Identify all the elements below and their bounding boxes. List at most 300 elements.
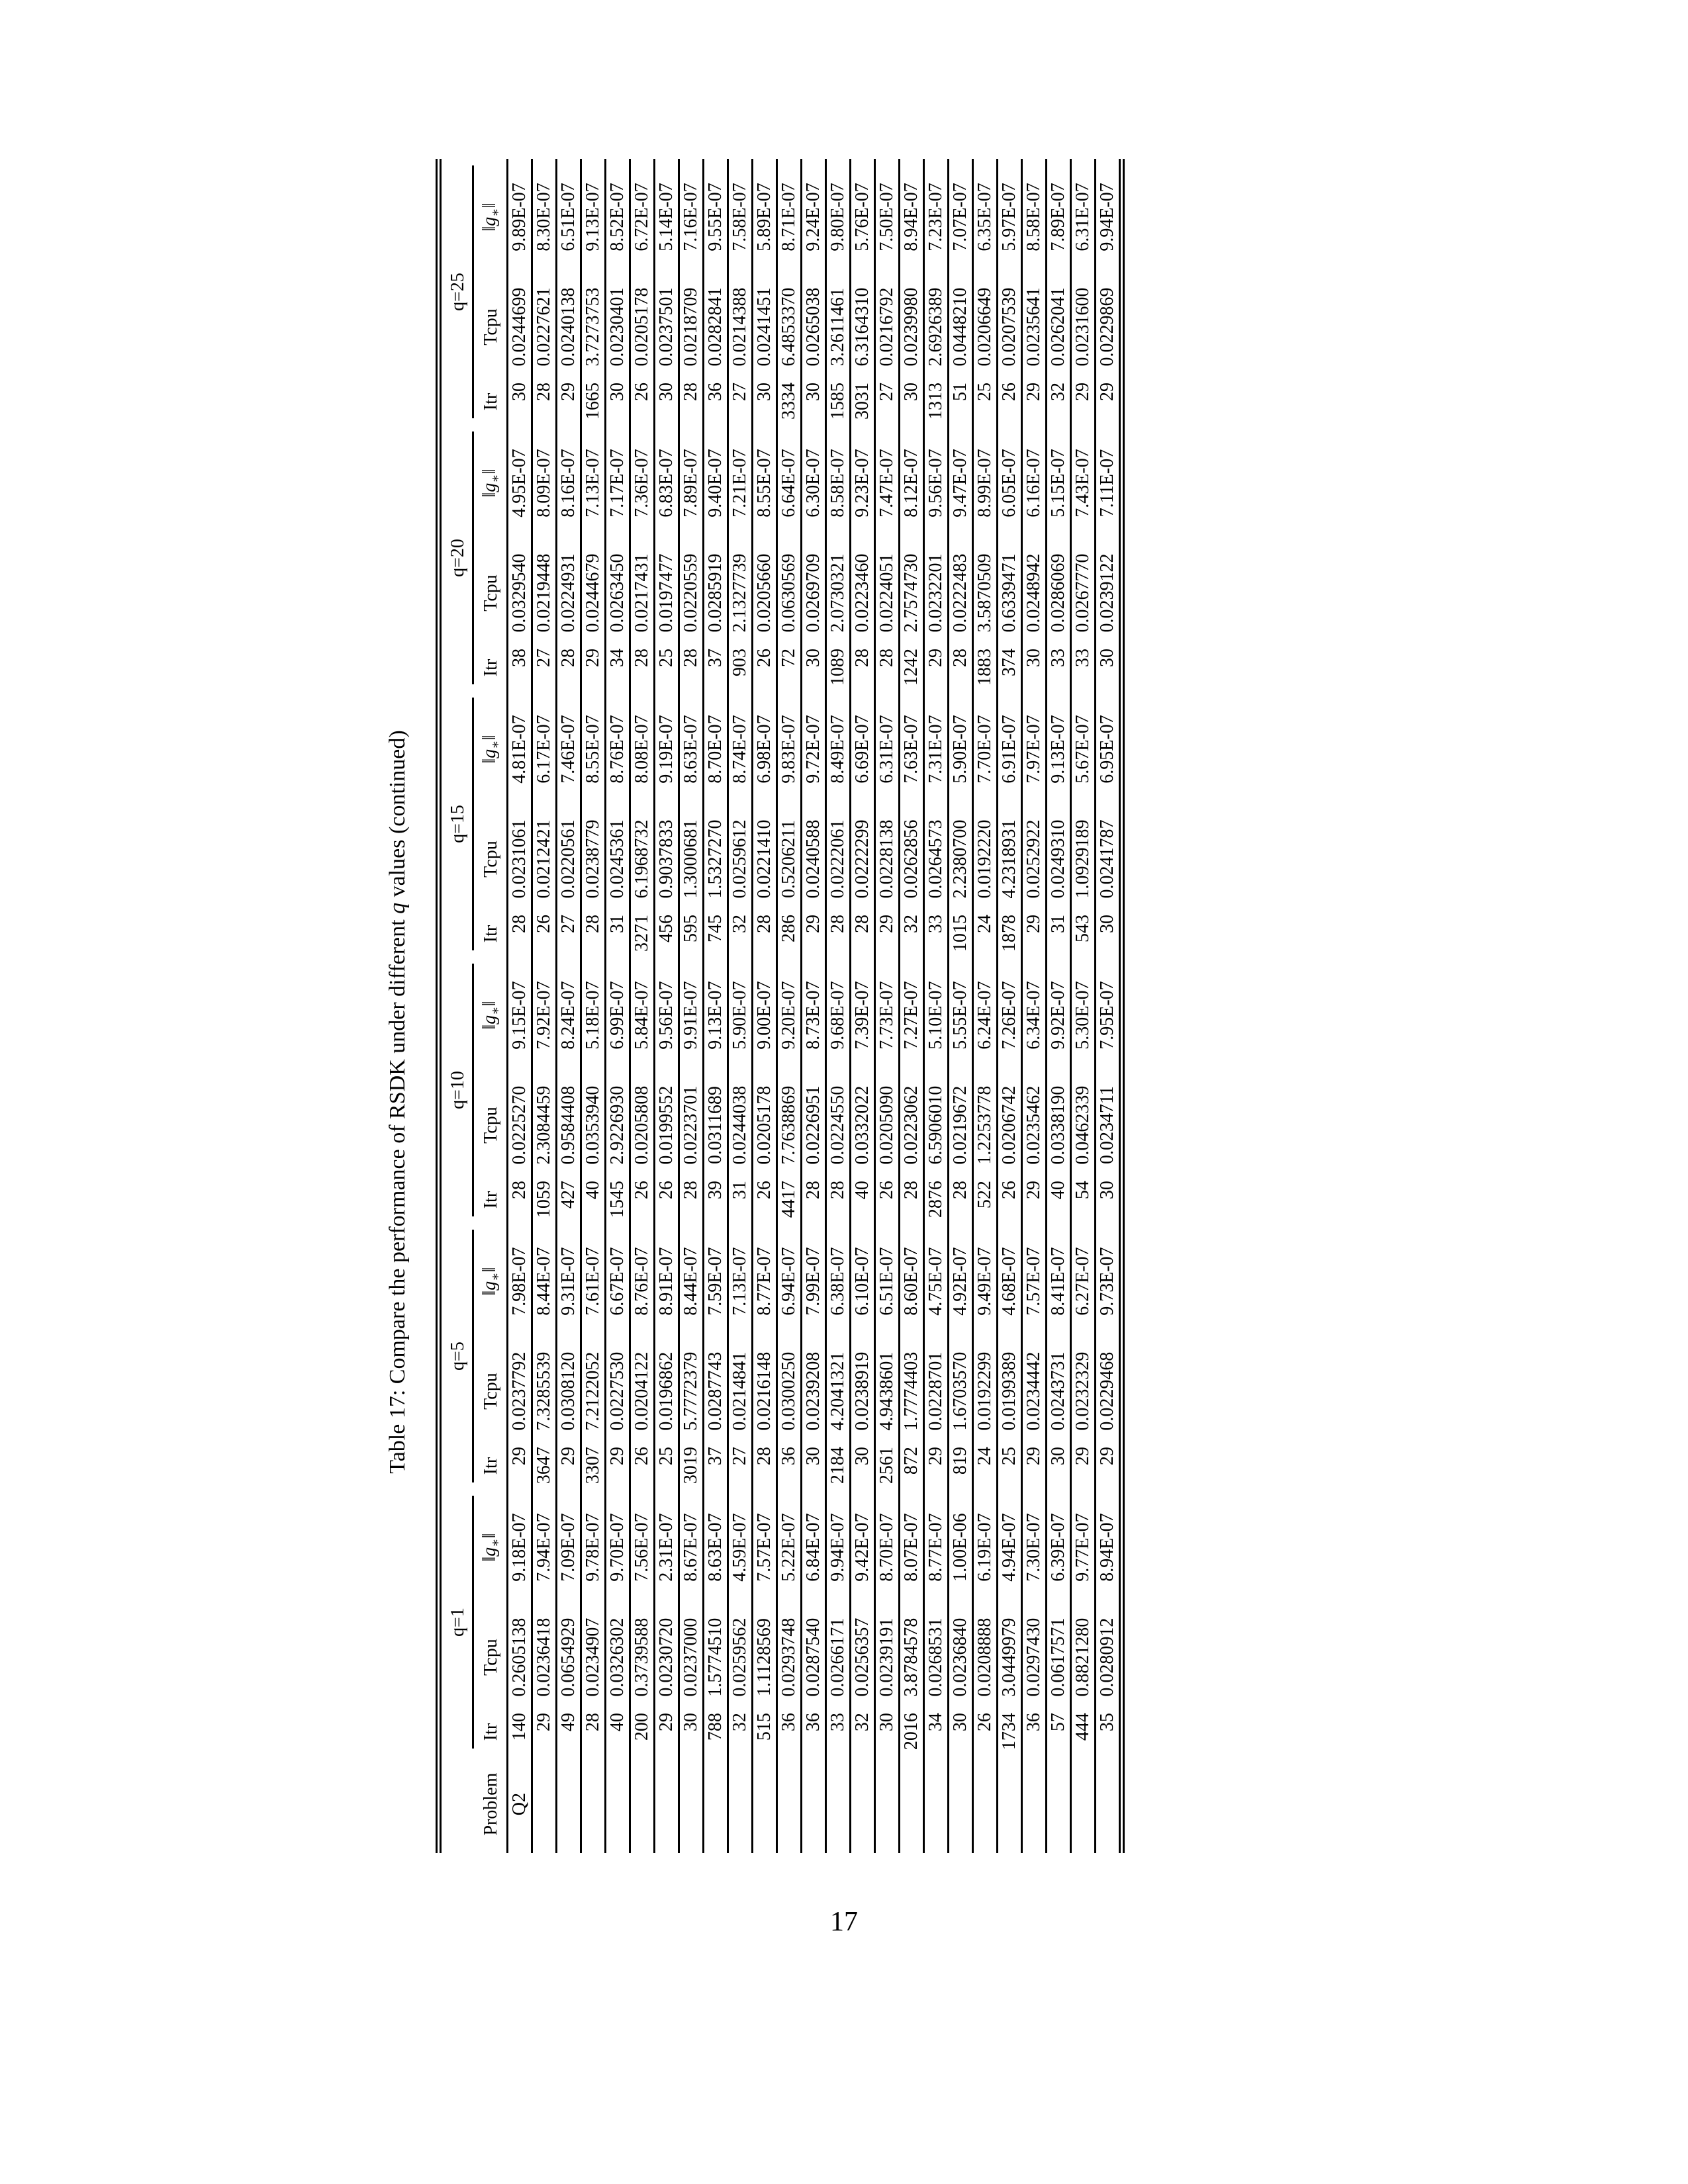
tcpu-cell: 0.0239191: [875, 1606, 900, 1709]
table-row: [581, 159, 606, 1853]
itr-cell: 1242: [900, 645, 924, 691]
gnorm-cell: 9.83E-07: [777, 691, 802, 807]
tcpu-cell: 0.0224550: [826, 1073, 851, 1177]
table-row: [998, 159, 1022, 1853]
table-row: [606, 159, 630, 1853]
caption-suffix: values (continued): [385, 730, 410, 903]
gnorm-cell: 8.44E-07: [679, 1223, 704, 1340]
gnorm-cell: 9.42E-07: [851, 1489, 875, 1606]
tcpu-cell: 0.0236840: [949, 1606, 973, 1709]
rotated-table-block: [384, 159, 1192, 1853]
tcpu-cell: 0.0229869: [1097, 287, 1117, 367]
tcpu-cell: 0.0232201: [924, 541, 949, 645]
tcpu-cell: 0.0448210: [949, 275, 973, 379]
gnorm-cell: 2.31E-07: [655, 1489, 679, 1606]
itr-cell: 33: [924, 911, 949, 957]
gnorm-cell: 8.77E-07: [924, 1489, 949, 1606]
tcpu-cell: 0.5206211: [777, 807, 802, 911]
gnorm-cell: 8.07E-07: [900, 1489, 924, 1606]
tcpu-cell: 1.2253778: [973, 1073, 998, 1177]
gnorm-cell: 9.13E-07: [704, 957, 728, 1073]
tcpu-cell: 2.3084459: [532, 1073, 557, 1177]
problem-cell: [606, 1755, 630, 1853]
tcpu-cell: 0.0208888: [973, 1606, 998, 1709]
tcpu-cell: 0.0262041: [1047, 275, 1071, 379]
gradient-norm-symbol: $‖g_∗‖$: [479, 1267, 503, 1296]
itr-cell: 28: [581, 911, 606, 957]
tcpu-cell: 0.0240138: [557, 275, 581, 379]
tcpu-cell: 2.7574730: [900, 541, 924, 645]
gnorm-cell: 9.73E-07: [1097, 1247, 1117, 1316]
tcpu-cell: 0.0219672: [949, 1073, 973, 1177]
problem-cell: [875, 1755, 900, 1853]
itr-cell: 29: [557, 379, 581, 425]
itr-cell: 40: [1047, 1177, 1071, 1223]
gnorm-cell: 4.94E-07: [998, 1489, 1022, 1606]
gnorm-cell: 6.05E-07: [998, 425, 1022, 541]
tcpu-cell: 6.3164310: [851, 275, 875, 379]
itr-cell: 28: [753, 1443, 777, 1489]
tcpu-cell: 0.0199389: [998, 1340, 1022, 1443]
tcpu-cell: 0.0297430: [1022, 1606, 1047, 1709]
tcpu-cell: 0.0234442: [1022, 1340, 1047, 1443]
gnorm-cell: 7.61E-07: [581, 1223, 606, 1340]
gnorm-cell: 9.94E-07: [1097, 183, 1117, 251]
gnorm-cell: 8.58E-07: [1022, 159, 1047, 275]
tcpu-cell: 0.0228701: [924, 1340, 949, 1443]
itr-cell: 26: [875, 1177, 900, 1223]
itr-cell: 26: [973, 1709, 998, 1755]
table-row: [900, 159, 924, 1853]
gnorm-column-header-q3: [476, 957, 508, 1073]
itr-cell: 29: [1022, 1177, 1047, 1223]
tcpu-column-header-q6: Tcpu: [476, 275, 508, 379]
itr-cell: 28: [851, 911, 875, 957]
itr-cell: 745: [704, 911, 728, 957]
itr-cell: 32: [851, 1709, 875, 1755]
itr-cell: 2876: [924, 1177, 949, 1223]
problem-cell: Q2: [508, 1755, 532, 1853]
gnorm-column-header-q5: [476, 425, 508, 541]
itr-cell: 54: [1071, 1177, 1096, 1223]
table-row: [557, 159, 581, 1853]
itr-cell: 1734: [998, 1709, 1022, 1755]
itr-cell: 33: [1047, 645, 1071, 691]
tcpu-cell: 0.0231600: [1071, 275, 1096, 379]
itr-cell: 32: [1047, 379, 1071, 425]
table-row: [753, 159, 777, 1853]
gnorm-column-header-q2: [476, 1223, 508, 1340]
gnorm-cell: 6.72E-07: [630, 159, 655, 275]
gnorm-cell: 7.99E-07: [802, 1223, 826, 1340]
tcpu-cell: 0.0265038: [802, 275, 826, 379]
itr-cell: 30: [1022, 645, 1047, 691]
tcpu-cell: 0.0234711: [1097, 1086, 1117, 1165]
itr-cell: 515: [753, 1709, 777, 1755]
itr-cell: 26: [753, 645, 777, 691]
tcpu-cell: 0.0285919: [704, 541, 728, 645]
itr-cell: 3647: [532, 1443, 557, 1489]
gnorm-cell: 6.95E-07: [1097, 715, 1117, 784]
tcpu-cell: 0.0241787: [1097, 819, 1117, 899]
tcpu-cell: 0.0241451: [753, 275, 777, 379]
gnorm-cell: 7.94E-07: [532, 1489, 557, 1606]
itr-cell: 25: [973, 379, 998, 425]
gnorm-cell: 9.56E-07: [655, 957, 679, 1073]
problem-column-header: Problem: [476, 1755, 508, 1853]
q-group-header-5: q=20: [439, 425, 477, 691]
tcpu-cell: 2.9226930: [606, 1073, 630, 1177]
tcpu-cell: 2.1327739: [728, 541, 753, 645]
tcpu-cell: 0.0326302: [606, 1606, 630, 1709]
itr-cell: 28: [753, 911, 777, 957]
tcpu-cell: 0.0204122: [630, 1340, 655, 1443]
tcpu-column-header-q2: Tcpu: [476, 1340, 508, 1443]
gnorm-cell: 9.20E-07: [777, 957, 802, 1073]
itr-cell: 1015: [949, 911, 973, 957]
page-number: 17: [830, 1907, 858, 1937]
tcpu-cell: 0.0286069: [1047, 541, 1071, 645]
gnorm-cell: 8.12E-07: [900, 425, 924, 541]
itr-cell: 3019: [679, 1443, 704, 1489]
tcpu-cell: 0.0332022: [851, 1073, 875, 1177]
itr-cell: 36: [777, 1443, 802, 1489]
gnorm-cell: 7.63E-07: [900, 691, 924, 807]
table-row: [949, 159, 973, 1853]
tcpu-cell: 0.0236418: [532, 1606, 557, 1709]
gnorm-cell: 5.90E-07: [949, 691, 973, 807]
gnorm-cell: 7.26E-07: [998, 957, 1022, 1073]
itr-cell: 24: [973, 1443, 998, 1489]
itr-cell: 286: [777, 911, 802, 957]
problem-cell: [973, 1755, 998, 1853]
table-row: [802, 159, 826, 1853]
problem-cell: [998, 1755, 1022, 1853]
tcpu-cell: 1.5327270: [704, 807, 728, 911]
gnorm-cell: 6.31E-07: [875, 691, 900, 807]
gnorm-cell: 8.91E-07: [655, 1223, 679, 1340]
gnorm-cell: 4.59E-07: [728, 1489, 753, 1606]
itr-cell: 28: [949, 1177, 973, 1223]
itr-cell: 30: [508, 379, 532, 425]
itr-cell: 1089: [826, 645, 851, 691]
table-row: [679, 159, 704, 1853]
itr-cell: 27: [875, 379, 900, 425]
itr-cell: 3271: [630, 911, 655, 957]
gnorm-cell: 9.23E-07: [851, 425, 875, 541]
gnorm-cell: 8.63E-07: [704, 1489, 728, 1606]
tcpu-cell: 3.8784578: [900, 1606, 924, 1709]
itr-cell: 36: [802, 1709, 826, 1755]
gnorm-cell: 4.81E-07: [508, 691, 532, 807]
itr-cell: 29: [655, 1709, 679, 1755]
gnorm-cell: 8.60E-07: [900, 1223, 924, 1340]
gnorm-cell: 6.84E-07: [802, 1489, 826, 1606]
gnorm-cell: 4.68E-07: [998, 1223, 1022, 1340]
tcpu-cell: 0.0239122: [1097, 553, 1117, 633]
gnorm-cell: 7.59E-07: [704, 1223, 728, 1340]
tcpu-cell: 0.0217431: [630, 541, 655, 645]
tcpu-cell: 0.0262856: [900, 807, 924, 911]
problem-cell: [630, 1755, 655, 1853]
problem-cell: [1047, 1755, 1071, 1853]
q-group-header-row: [439, 159, 477, 1853]
tcpu-cell: 0.0293748: [777, 1606, 802, 1709]
itr-cell: 29: [1022, 379, 1047, 425]
problem-cell: [753, 1755, 777, 1853]
gnorm-cell: 8.63E-07: [679, 691, 704, 807]
gnorm-cell: 8.16E-07: [557, 425, 581, 541]
gnorm-cell: 7.07E-07: [949, 159, 973, 275]
itr-cell: 29: [1097, 382, 1117, 401]
gnorm-cell: 9.31E-07: [557, 1223, 581, 1340]
gnorm-cell: 8.77E-07: [753, 1223, 777, 1340]
tcpu-cell: 0.0244038: [728, 1073, 753, 1177]
itr-cell: 3334: [777, 379, 802, 425]
gnorm-cell: 6.94E-07: [777, 1223, 802, 1340]
problem-cell: [924, 1755, 949, 1853]
tcpu-cell: 1.0929189: [1071, 807, 1096, 911]
tcpu-cell: 0.0199552: [655, 1073, 679, 1177]
gnorm-cell: 4.95E-07: [508, 425, 532, 541]
itr-cell: 4417: [777, 1177, 802, 1223]
itr-cell: 72: [777, 645, 802, 691]
itr-cell: 30: [1097, 915, 1117, 934]
tcpu-cell: 0.0267770: [1071, 541, 1096, 645]
tcpu-cell: 0.0238919: [851, 1340, 875, 1443]
gnorm-cell: 5.30E-07: [1071, 957, 1096, 1073]
itr-cell: 25: [655, 1443, 679, 1489]
gnorm-cell: 7.30E-07: [1022, 1489, 1047, 1606]
gnorm-column-header-q1: [476, 1489, 508, 1606]
tcpu-cell: 0.0654929: [557, 1606, 581, 1709]
gnorm-cell: 8.55E-07: [753, 425, 777, 541]
itr-cell: 51: [949, 379, 973, 425]
gnorm-cell: 4.92E-07: [949, 1223, 973, 1340]
gnorm-cell: 8.58E-07: [826, 425, 851, 541]
table-row: [973, 159, 998, 1853]
results-table: [436, 159, 1125, 1853]
gnorm-cell: 8.76E-07: [606, 691, 630, 807]
table-row: [508, 159, 532, 1853]
gnorm-cell: 6.10E-07: [851, 1223, 875, 1340]
itr-cell: 30: [1097, 1181, 1117, 1200]
tcpu-cell: 0.0216792: [875, 275, 900, 379]
gnorm-cell: 8.30E-07: [532, 159, 557, 275]
gnorm-cell: 9.92E-07: [1047, 957, 1071, 1073]
tcpu-cell: 0.0197477: [655, 541, 679, 645]
itr-cell: 35: [1097, 1713, 1117, 1732]
problem-cell: [679, 1755, 704, 1853]
gnorm-cell: 7.98E-07: [508, 1223, 532, 1340]
tcpu-cell: 0.0240588: [802, 807, 826, 911]
problem-cell: [728, 1755, 753, 1853]
gnorm-cell: 5.89E-07: [753, 159, 777, 275]
tcpu-cell: 2.0730321: [826, 541, 851, 645]
tcpu-cell: 0.0311689: [704, 1073, 728, 1177]
itr-cell: 30: [606, 379, 630, 425]
tcpu-cell: 0.0287743: [704, 1340, 728, 1443]
tcpu-cell: 0.0226951: [802, 1073, 826, 1177]
tcpu-cell: 0.0196862: [655, 1340, 679, 1443]
itr-column-header-q5: Itr: [476, 645, 508, 691]
table-row: [777, 159, 802, 1853]
gnorm-cell: 5.14E-07: [655, 159, 679, 275]
tcpu-cell: 0.0223062: [900, 1073, 924, 1177]
tcpu-cell: 0.0249310: [1047, 807, 1071, 911]
itr-cell: 29: [924, 645, 949, 691]
tcpu-cell: 0.0205178: [630, 275, 655, 379]
problem-cell: [802, 1755, 826, 1853]
table-caption: [384, 730, 412, 1473]
gnorm-cell: 7.70E-07: [973, 691, 998, 807]
gnorm-cell: 7.09E-07: [557, 1489, 581, 1606]
gnorm-cell: 9.00E-07: [753, 957, 777, 1073]
gnorm-cell: 9.89E-07: [508, 159, 532, 275]
tcpu-cell: 1.6703570: [949, 1340, 973, 1443]
tcpu-cell: 4.2318931: [998, 807, 1022, 911]
gnorm-cell: 9.15E-07: [508, 957, 532, 1073]
gnorm-cell: 9.56E-07: [924, 425, 949, 541]
tcpu-cell: 0.0192220: [973, 807, 998, 911]
itr-cell: 1665: [581, 379, 606, 425]
itr-cell: 33: [1071, 645, 1096, 691]
tcpu-cell: 6.5906010: [924, 1073, 949, 1177]
tcpu-cell: 0.0205660: [753, 541, 777, 645]
gnorm-cell: 7.57E-07: [753, 1489, 777, 1606]
itr-cell: 2016: [900, 1709, 924, 1755]
problem-cell: [826, 1755, 851, 1853]
tcpu-cell: 3.7273753: [581, 275, 606, 379]
tcpu-cell: 0.0263450: [606, 541, 630, 645]
itr-cell: 49: [557, 1709, 581, 1755]
gradient-norm-symbol: $‖g_∗‖$: [479, 735, 503, 764]
gnorm-cell: 5.15E-07: [1047, 425, 1071, 541]
tcpu-cell: 0.0192299: [973, 1340, 998, 1443]
gnorm-cell: 5.84E-07: [630, 957, 655, 1073]
table-row: [532, 159, 557, 1853]
gnorm-cell: 9.68E-07: [826, 957, 851, 1073]
gnorm-cell: 6.35E-07: [973, 159, 998, 275]
gnorm-cell: 7.92E-07: [532, 957, 557, 1073]
problem-cell: [777, 1755, 802, 1853]
gnorm-cell: 7.57E-07: [1022, 1223, 1047, 1340]
gnorm-cell: 9.49E-07: [973, 1223, 998, 1340]
tcpu-column-header-q5: Tcpu: [476, 541, 508, 645]
q-group-header-4: q=15: [439, 691, 477, 957]
itr-cell: 29: [1022, 911, 1047, 957]
itr-cell: 28: [826, 1177, 851, 1223]
itr-cell: 26: [655, 1177, 679, 1223]
itr-cell: 31: [606, 911, 630, 957]
itr-cell: 30: [900, 379, 924, 425]
gnorm-cell: 7.36E-07: [630, 425, 655, 541]
tcpu-cell: 0.0256357: [851, 1606, 875, 1709]
gnorm-cell: 7.27E-07: [900, 957, 924, 1073]
tcpu-cell: 0.0230401: [606, 275, 630, 379]
itr-cell: 30: [1047, 1443, 1071, 1489]
itr-cell: 28: [900, 1177, 924, 1223]
gnorm-cell: 6.98E-07: [753, 691, 777, 807]
itr-cell: 34: [924, 1709, 949, 1755]
tcpu-cell: 0.0221410: [753, 807, 777, 911]
itr-cell: 1545: [606, 1177, 630, 1223]
tcpu-cell: 0.0224931: [557, 541, 581, 645]
tcpu-cell: 0.0248942: [1022, 541, 1047, 645]
gradient-norm-symbol: $‖g_∗‖$: [479, 203, 503, 232]
itr-cell: 2561: [875, 1443, 900, 1489]
itr-cell: 26: [630, 1177, 655, 1223]
q-group-header-3: q=10: [439, 957, 477, 1223]
tcpu-cell: 6.1968732: [630, 807, 655, 911]
gnorm-cell: 9.91E-07: [679, 957, 704, 1073]
itr-cell: 29: [875, 911, 900, 957]
itr-cell: 30: [655, 379, 679, 425]
problem-cell: [581, 1755, 606, 1853]
itr-cell: 36: [1022, 1709, 1047, 1755]
itr-cell: 903: [728, 645, 753, 691]
gnorm-cell: 8.94E-07: [1097, 1513, 1117, 1582]
table-row: [1047, 159, 1071, 1853]
gnorm-cell: 7.56E-07: [630, 1489, 655, 1606]
itr-cell: 29: [802, 911, 826, 957]
table-row: [1071, 159, 1096, 1853]
itr-cell: 30: [851, 1443, 875, 1489]
itr-cell: 28: [679, 645, 704, 691]
gnorm-cell: 5.97E-07: [998, 159, 1022, 275]
tcpu-cell: 1.3000681: [679, 807, 704, 911]
gnorm-cell: 7.89E-07: [1047, 159, 1071, 275]
itr-cell: 25: [998, 1443, 1022, 1489]
tcpu-cell: 7.2122052: [581, 1340, 606, 1443]
itr-cell: 2184: [826, 1443, 851, 1489]
gnorm-cell: 7.47E-07: [875, 425, 900, 541]
gnorm-cell: 7.73E-07: [875, 957, 900, 1073]
tcpu-cell: 0.0239208: [802, 1340, 826, 1443]
gnorm-cell: 6.64E-07: [777, 425, 802, 541]
itr-cell: 29: [581, 645, 606, 691]
itr-cell: 200: [630, 1709, 655, 1755]
tcpu-column-header-q1: Tcpu: [476, 1606, 508, 1709]
itr-cell: 3307: [581, 1443, 606, 1489]
tcpu-cell: 0.0222061: [826, 807, 851, 911]
problem-cell: [900, 1755, 924, 1853]
itr-cell: 29: [557, 1443, 581, 1489]
itr-cell: 29: [532, 1709, 557, 1755]
itr-cell: 28: [679, 1177, 704, 1223]
gnorm-cell: 9.55E-07: [704, 159, 728, 275]
gnorm-cell: 9.13E-07: [1047, 691, 1071, 807]
gnorm-cell: 9.78E-07: [581, 1489, 606, 1606]
tcpu-cell: 3.2611461: [826, 275, 851, 379]
itr-column-header-q3: Itr: [476, 1177, 508, 1223]
problem-cell: [949, 1755, 973, 1853]
itr-cell: 872: [900, 1443, 924, 1489]
gnorm-cell: 7.58E-07: [728, 159, 753, 275]
tcpu-cell: 0.0227621: [532, 275, 557, 379]
itr-cell: 24: [973, 911, 998, 957]
itr-cell: 29: [606, 1443, 630, 1489]
gnorm-cell: 9.77E-07: [1071, 1489, 1096, 1606]
tcpu-cell: 0.0222299: [851, 807, 875, 911]
tcpu-cell: 0.0235462: [1022, 1073, 1047, 1177]
tcpu-cell: 0.0222483: [949, 541, 973, 645]
column-name-header-row: [476, 159, 508, 1853]
gradient-norm-symbol: $‖g_∗‖$: [479, 1533, 503, 1562]
tcpu-cell: 0.0238779: [581, 807, 606, 911]
itr-cell: 27: [532, 645, 557, 691]
tcpu-cell: 0.0269709: [802, 541, 826, 645]
